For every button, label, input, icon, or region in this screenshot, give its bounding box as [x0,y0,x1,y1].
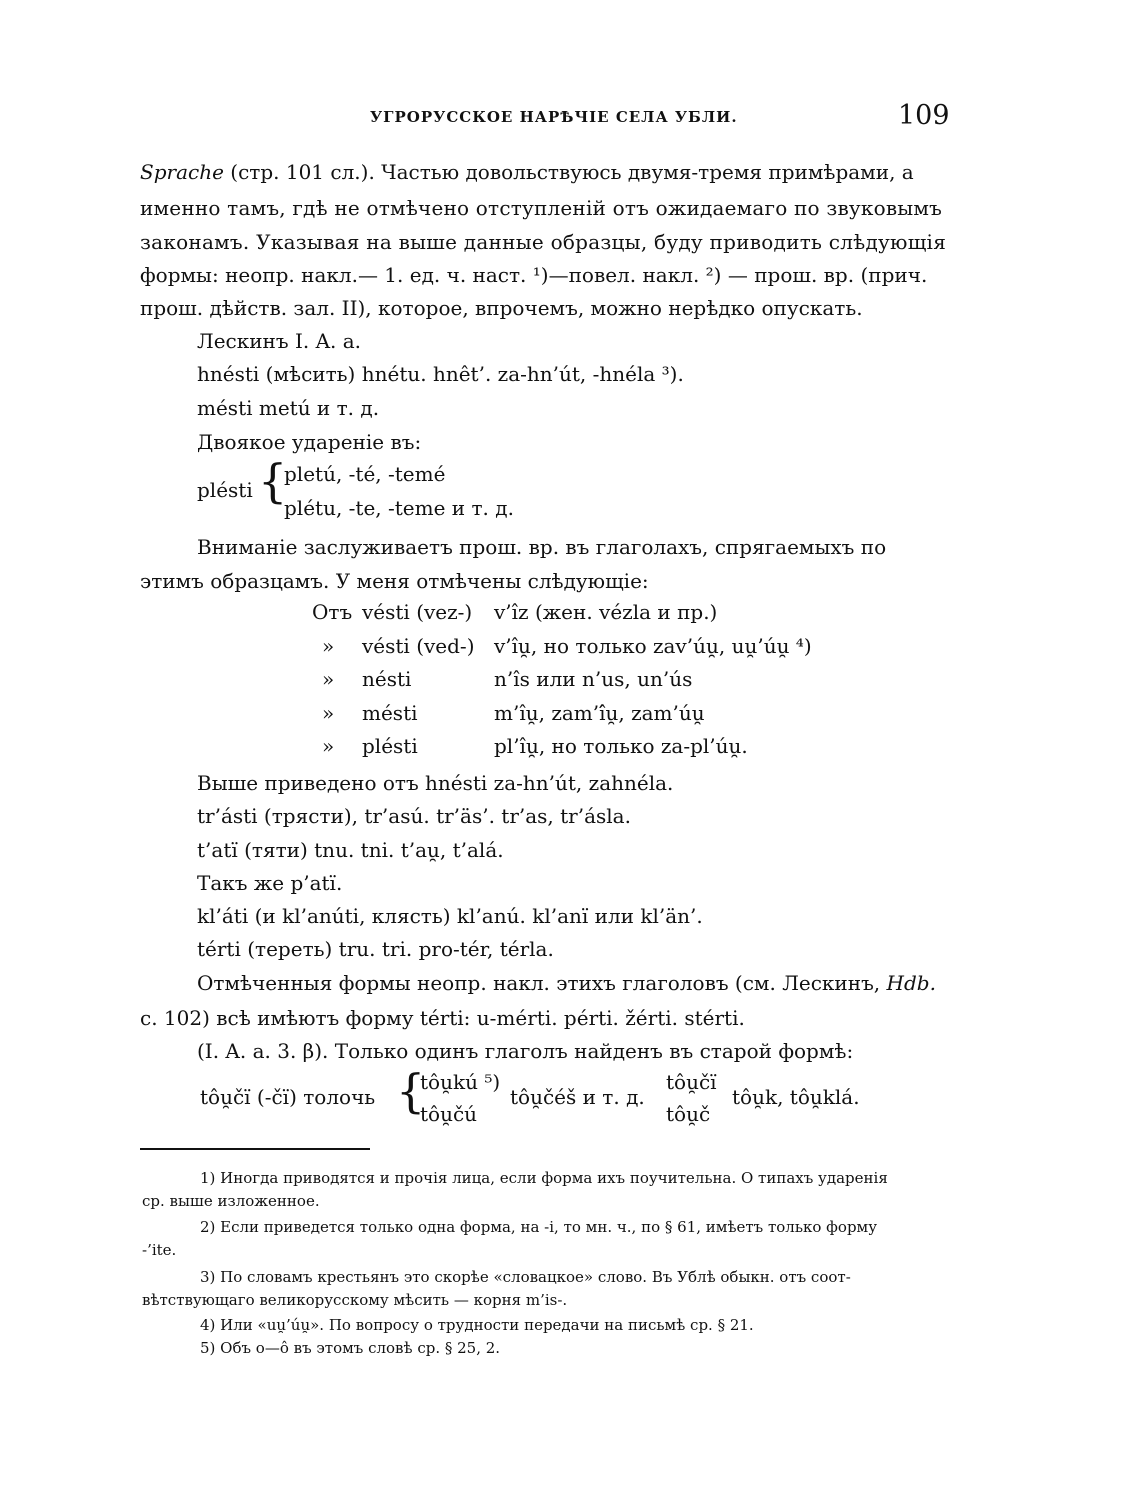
tolc-form-3: tôu̯čї [666,1070,717,1094]
body-line-10 [197,535,945,559]
tolc-form-end: tôu̯k, tôu̯klá. [732,1085,860,1109]
body-line-10-text: Вниманіе заслуживаетъ прош. вр. въ глаголахъ, спрягаемыхъ по [197,535,887,559]
body-line-6: Лескинъ I. A. a. [197,329,362,353]
footnote-3-line-1 [200,1268,945,1286]
body-line-17: térti (тереть) tru. tri. pro-tér, térla. [197,937,554,961]
tolc-form-4: tôu̯č [666,1102,711,1126]
brace-symbol-2: { [396,1064,426,1118]
footnote-2-text: 2) Если приведется только одна форма, на -i, то мн. ч., по § 61, имѣетъ только форму [200,1218,878,1236]
footnote-4: 4) Или «uu̯’úu̯». По вопросу о трудности передачи на письмѣ ср. § 21. [200,1316,754,1334]
table-cell-verb: plésti [362,734,418,758]
table-cell-prefix: » [322,634,335,658]
tolc-headword: tôu̯čї (-čї) толочь [200,1085,376,1109]
body-line-18-text: Отмѣченныя формы неопр. накл. этихъ глаголовъ (см. Лескинъ, [197,971,887,995]
table-cell-prefix: » [322,667,335,691]
body-line-2: именно тамъ, гдѣ не отмѣчено отступленій отъ ожидаемаго по звуковымъ [140,196,943,220]
table-cell-verb: vésti (vez-) [362,600,473,624]
plesti-form-1: pletú, -té, -temé [284,462,446,486]
table-cell-forms: n’îs или n’us, un’ús [494,667,693,691]
tolc-form-mid: tôu̯čéš и т. д. [510,1085,645,1109]
plesti-form-2: plétu, -te, -teme и т. д. [284,496,514,520]
body-line-1 [140,160,945,184]
body-word-sprache: Sprache [140,160,224,184]
page-number: 109 [898,100,950,131]
table-cell-prefix: Отъ [312,600,353,624]
body-line-13: tr’ásti (трясти), tr’asú. tr’äs’. tr’as, tr’ásla. [197,804,631,828]
footnote-1-text: 1) Иногда приводятся и прочія лица, если форма ихъ поучительна. О типахъ ударенія [200,1169,888,1187]
body-line-18 [197,971,945,995]
running-header: УГРОРУССКОЕ НАРѢЧІЕ СЕЛА УБЛИ. [370,108,738,126]
table-cell-forms: m’îu̯, zam’î́u̯, zam’úu̯ [494,701,705,725]
table-cell-verb: mésti [362,701,418,725]
footnote-3-text: 3) По словамъ крестьянъ это скорѣе «словацкое» слово. Въ Ублѣ обыкн. отъ соот- [200,1268,851,1286]
body-line-19: c. 102) всѣ имѣютъ форму térti: u-mérti. pérti. žérti. stérti. [140,1006,745,1030]
footnote-3-line-2: вѣтствующаго великорусскому мѣсить — корня m’is-. [142,1291,568,1309]
footnote-2-line-2: -’ite. [142,1241,177,1259]
table-cell-prefix: » [322,734,335,758]
body-line-1-rest: (стр. 101 сл.). Частью довольствуюсь двумя-тремя примѣрами, а [223,160,914,184]
body-line-16: kl’áti (и kl’anúti, клясть) kl’anú. kl’anї или kl’än’. [197,904,703,928]
table-cell-verb: nésti [362,667,412,691]
tolc-form-2: tôu̯čú [420,1102,478,1126]
footnote-2-line-1 [200,1218,945,1236]
plesti-headword: plésti [197,478,253,502]
table-cell-prefix: » [322,701,335,725]
body-line-8: mésti metú и т. д. [197,396,380,420]
body-line-11: этимъ образцамъ. У меня отмѣчены слѣдующіе: [140,569,649,593]
table-cell-forms: v’îz (жен. vézla и пр.) [494,600,718,624]
footnote-1-line-2: ср. выше изложенное. [142,1192,320,1210]
footnote-5: 5) Объ o—ô въ этомъ словѣ ср. § 25, 2. [200,1339,501,1357]
table-cell-forms: v’îu̯, но только zav’úu̯, uu̯’úu̯ ⁴) [494,634,812,658]
footnote-rule [140,1148,370,1150]
body-line-5: прош. дѣйств. зал. II), которое, впрочемъ, можно нерѣдко опускать. [140,296,863,320]
body-line-3: законамъ. Указывая на выше данные образцы, буду приводить слѣдующія [140,230,947,254]
table-cell-forms: pl’îu̯, но только za-pl’úu̯. [494,734,748,758]
body-line-14: t’atї (тяти) tnu. tni. t’au̯, t’alá. [197,838,504,862]
body-line-7: hnésti (мѣсить) hnétu. hnêt’. za-hn’út, -hnéla ³). [197,362,684,386]
body-line-4: формы: неопр. накл.— 1. ед. ч. наст. ¹)—повел. накл. ²) — прош. вр. (прич. [140,263,928,287]
tolc-form-1: tôu̯kú ⁵) [420,1070,501,1094]
footnote-1-line-1 [200,1169,945,1187]
table-cell-verb: vésti (ved-) [362,634,475,658]
brace-symbol: { [258,454,288,508]
body-line-15: Такъ же p’atї. [197,871,343,895]
body-line-20: (I. A. a. 3. β). Только одинъ глаголъ найденъ въ старой формѣ: [197,1039,854,1063]
body-word-hdb: Hdb. [886,971,936,995]
body-line-12: Выше приведено отъ hnésti za-hn’út, zahnéla. [197,771,674,795]
body-line-9: Двоякое удареніе въ: [197,430,422,454]
